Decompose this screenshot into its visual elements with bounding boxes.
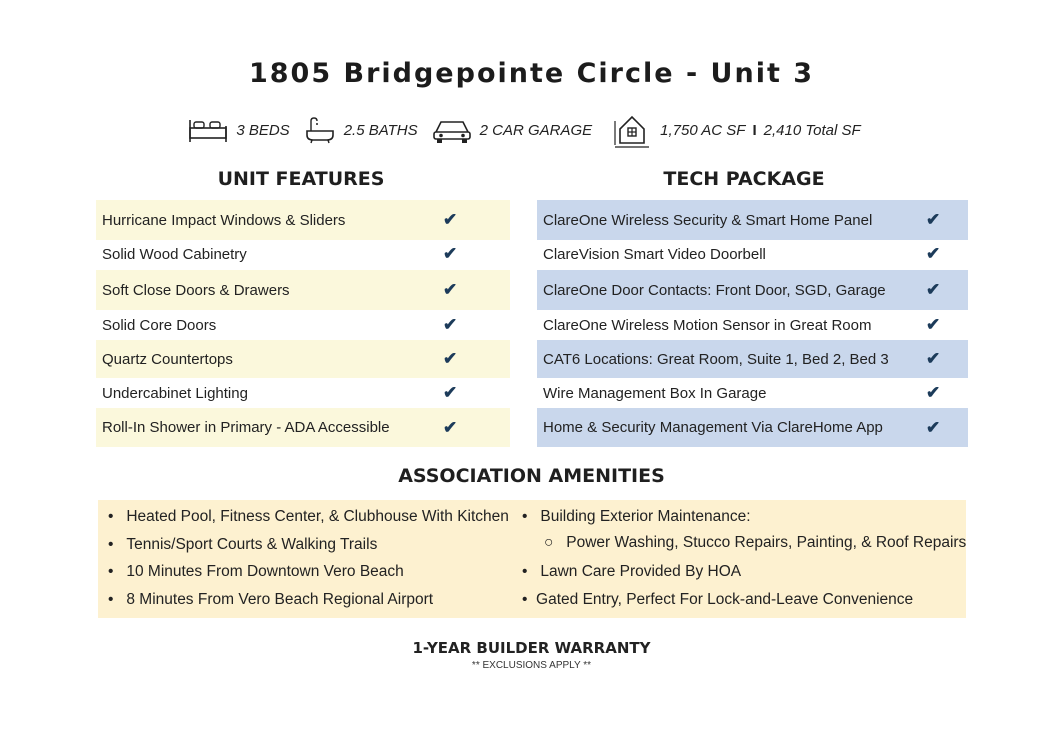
tech-feature-label: ClareOne Wireless Motion Sensor in Great Room bbox=[543, 316, 872, 334]
unit-feature-row bbox=[96, 238, 510, 270]
checkmark-icon: ✔ bbox=[926, 280, 941, 299]
checkmark-icon: ✔ bbox=[926, 349, 941, 368]
amenities-box bbox=[98, 500, 966, 618]
garage-stat bbox=[432, 116, 593, 144]
list-item: • 10 Minutes From Downtown Vero Beach bbox=[108, 563, 404, 580]
tech-feature-label: Wire Management Box In Garage bbox=[543, 384, 767, 402]
sub-list-item: ○ Power Washing, Stucco Repairs, Painting, & Roof Repairs bbox=[544, 534, 967, 551]
list-item: • Heated Pool, Fitness Center, & Clubhouse With Kitchen bbox=[108, 508, 509, 525]
page-title: 1805 Bridgepointe Circle - Unit 3 bbox=[248, 58, 815, 89]
stat-divider: I bbox=[752, 121, 757, 139]
tech-feature-row bbox=[537, 238, 968, 270]
tech-feature-label: ClareOne Wireless Security & Smart Home Panel bbox=[543, 211, 873, 229]
list-item: • Building Exterior Maintenance: bbox=[522, 508, 751, 525]
checkmark-icon: ✔ bbox=[926, 383, 941, 402]
list-item: • Lawn Care Provided By HOA bbox=[522, 563, 742, 580]
car-icon bbox=[432, 116, 472, 144]
unit-feature-row bbox=[96, 270, 510, 310]
unit-feature-row bbox=[96, 200, 510, 240]
tech-feature-row bbox=[537, 378, 968, 408]
checkmark-icon: ✔ bbox=[926, 417, 941, 437]
tech-feature-label: ClareVision Smart Video Doorbell bbox=[543, 245, 766, 263]
checkmark-icon: ✔ bbox=[443, 417, 458, 437]
tech-feature-row bbox=[537, 270, 968, 310]
tech-feature-row bbox=[537, 310, 968, 340]
beds-label: 3 BEDS bbox=[236, 121, 290, 139]
tech-feature-label: Home & Security Management Via ClareHome App bbox=[543, 419, 883, 436]
unit-feature-row bbox=[96, 378, 510, 408]
baths-stat bbox=[304, 115, 418, 145]
tech-feature-row bbox=[537, 408, 968, 447]
bed-icon bbox=[188, 116, 228, 144]
property-stats bbox=[0, 110, 1063, 150]
garage-label: 2 CAR GARAGE bbox=[479, 121, 593, 139]
unit-feature-label: Hurricane Impact Windows & Sliders bbox=[102, 211, 346, 229]
checkmark-icon: ✔ bbox=[926, 315, 941, 334]
checkmark-icon: ✔ bbox=[443, 315, 458, 334]
list-item: • Tennis/Sport Courts & Walking Trails bbox=[108, 536, 378, 553]
warranty-note: ** EXCLUSIONS APPLY ** bbox=[471, 660, 592, 671]
checkmark-icon: ✔ bbox=[443, 280, 458, 299]
unit-feature-label: Quartz Countertops bbox=[102, 350, 233, 368]
unit-feature-label: Roll-In Shower in Primary - ADA Accessible bbox=[102, 419, 390, 436]
list-item: • 8 Minutes From Vero Beach Regional Airport bbox=[108, 591, 434, 608]
checkmark-icon: ✔ bbox=[443, 244, 458, 263]
unit-feature-row bbox=[96, 408, 510, 447]
total-sf-label: 2,410 Total SF bbox=[763, 121, 861, 139]
sqft-stat bbox=[612, 111, 861, 149]
baths-label: 2.5 BATHS bbox=[343, 121, 418, 139]
tech-feature-row bbox=[537, 340, 968, 378]
bathtub-icon bbox=[304, 115, 336, 145]
tech-feature-label: ClareOne Door Contacts: Front Door, SGD, Garage bbox=[543, 281, 886, 299]
ac-sf-label: 1,750 AC SF bbox=[660, 121, 746, 139]
unit-feature-row bbox=[96, 340, 510, 378]
checkmark-icon: ✔ bbox=[443, 210, 458, 229]
unit-feature-label: Solid Wood Cabinetry bbox=[102, 245, 247, 263]
unit-feature-label: Soft Close Doors & Drawers bbox=[102, 281, 290, 299]
unit-feature-label: Solid Core Doors bbox=[102, 316, 217, 334]
beds-stat bbox=[188, 116, 289, 144]
checkmark-icon: ✔ bbox=[443, 383, 458, 402]
tech-feature-row bbox=[537, 200, 968, 240]
tech-feature-label: CAT6 Locations: Great Room, Suite 1, Bed 2, Bed 3 bbox=[543, 350, 889, 368]
list-item: • Gated Entry, Perfect For Lock-and-Leave Convenience bbox=[522, 591, 914, 608]
checkmark-icon: ✔ bbox=[926, 210, 941, 229]
warranty-title: 1-YEAR BUILDER WARRANTY bbox=[412, 639, 651, 657]
unit-feature-label: Undercabinet Lighting bbox=[102, 384, 248, 402]
tech-package-heading: TECH PACKAGE bbox=[663, 168, 825, 190]
unit-feature-row bbox=[96, 310, 510, 340]
house-icon bbox=[612, 111, 652, 149]
checkmark-icon: ✔ bbox=[443, 349, 458, 368]
unit-features-heading: UNIT FEATURES bbox=[217, 168, 385, 190]
checkmark-icon: ✔ bbox=[926, 244, 941, 263]
amenities-heading: ASSOCIATION AMENITIES bbox=[398, 465, 665, 487]
